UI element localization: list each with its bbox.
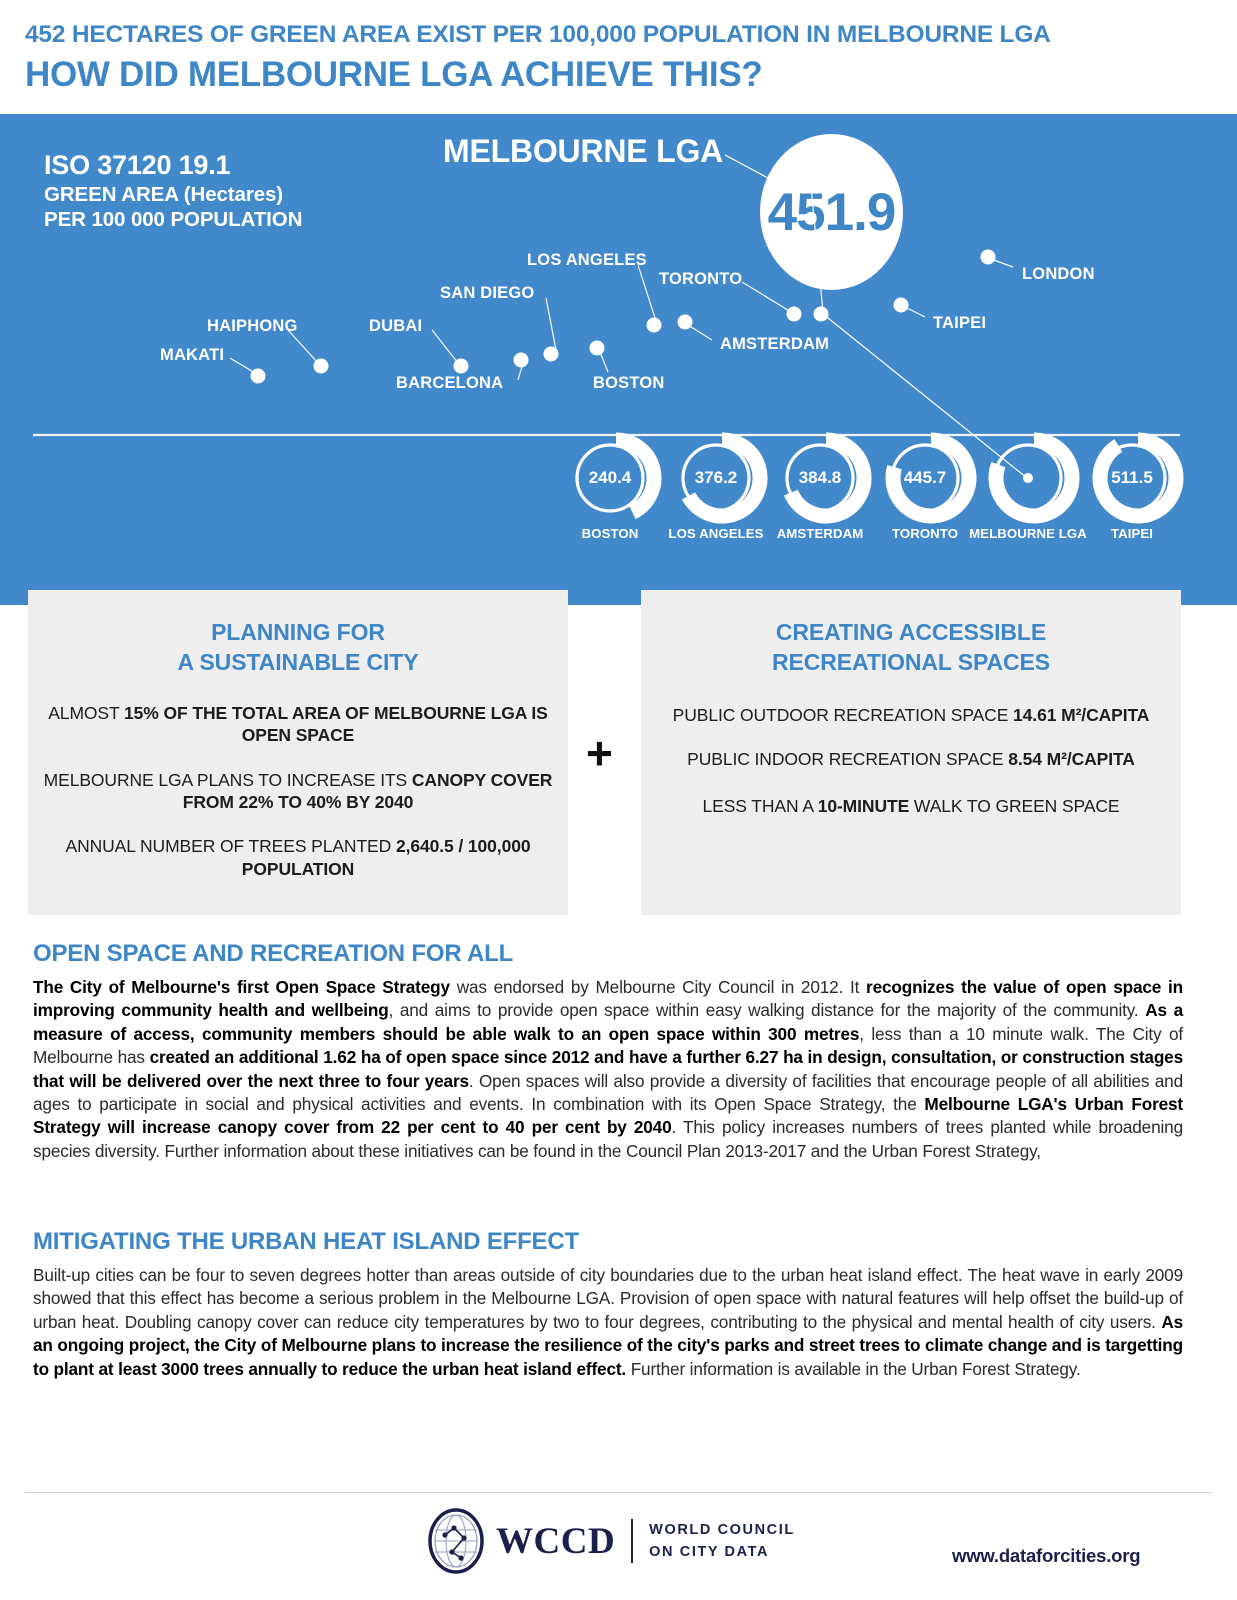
card-b-title-line1: CREATING ACCESSIBLE [775, 619, 1047, 645]
scatter-point-label-taipei: TAIPEI [933, 314, 987, 332]
page-header [25, 22, 1215, 95]
scatter-point-label-amsterdam: AMSTERDAM [720, 335, 830, 353]
globe-icon [428, 1508, 484, 1574]
card-a-title [28, 618, 568, 678]
card-b-fact-2: PUBLIC INDOOR RECREATION SPACE 8.54 M²/CAPITA [687, 749, 1135, 770]
gauge-label-amsterdam: AMSTERDAM [776, 526, 864, 541]
gauge-value-los-angeles: 376.2 [694, 468, 738, 487]
logo-divider [631, 1519, 633, 1563]
website-url[interactable]: www.dataforcities.org [952, 1545, 1141, 1566]
card-a-title-line1: PLANNING FOR [211, 619, 385, 645]
highlight-value: 451.9 [767, 182, 896, 242]
gauge-label-boston: BOSTON [581, 526, 639, 541]
plus-separator: + [586, 727, 613, 779]
scatter-point-label-barcelona: BARCELONA [396, 374, 504, 392]
scatter-point-label-makati: MAKATI [160, 346, 225, 364]
section-open-space [33, 940, 1183, 1163]
gauge-value-boston: 240.4 [588, 468, 632, 487]
page-title: HOW DID MELBOURNE LGA ACHIEVE THIS? [25, 54, 763, 94]
wccd-name-line2: ON CITY DATA [649, 1544, 770, 1560]
wccd-acronym: WCCD [496, 1520, 616, 1562]
scatter-point-label-los-angeles: LOS ANGELES [527, 251, 647, 269]
section-2-heading: MITIGATING THE URBAN HEAT ISLAND EFFECT [33, 1228, 579, 1255]
scatter-point-label-haiphong: HAIPHONG [207, 317, 298, 335]
card-b-fact-3: LESS THAN A 10-MINUTE WALK TO GREEN SPACE [702, 795, 1120, 816]
card-b-fact-1: PUBLIC OUTDOOR RECREATION SPACE 14.61 M²/CAPITA [672, 704, 1150, 725]
gauge-value-amsterdam: 384.8 [798, 468, 842, 487]
wccd-name-line1: WORLD COUNCIL [649, 1521, 795, 1538]
card-planning-sustainable-city [28, 590, 568, 915]
gauge-label-toronto: TORONTO [891, 526, 959, 541]
section-1-body: The City of Melbourne's first Open Space Strategy was endorsed by Melbourne City Council in 2012. It recognizes the value of open space in improving community health and wellbeing, and aims to provide open space within easy walking distance for the majority of the community. As a measure of access, community members should be able walk to an open space within 300 metres, less than a 10 minute walk. The City of Melbourne has created an additional 1.62 ha of open space since 2012 and have a further 6.27 ha in design, consultation, or construction stages that will be delivered over the next three to four years. Open spaces will also provide a diversity of facilities that encourage people of all abilities and ages to participate in social and physical activities and events. In combination with its Open Space Strategy, the Melbourne LGA's Urban Forest Strategy will increase canopy cover from 22 per cent to 40 per cent by 2040. This policy increases numbers of trees planted while broadening species diversity. Further information about these initiatives can be found in the Council Plan 2013-2017 and the Urban Forest Strategy, [33, 977, 1183, 1161]
iso-metric-unit: PER 100 000 POPULATION [44, 208, 303, 232]
gauge-value-toronto: 445.7 [903, 468, 947, 487]
scatter-point-label-boston: BOSTON [593, 374, 665, 392]
section-1-heading: OPEN SPACE AND RECREATION FOR ALL [33, 940, 514, 967]
gauge-value-taipei: 511.5 [1111, 468, 1153, 487]
scatter-point-label-toronto: TORONTO [659, 270, 743, 288]
card-b-title [641, 618, 1181, 678]
scatter-point-label-dubai: DUBAI [369, 317, 423, 335]
chart-panel [0, 114, 1237, 605]
card-b-title-line2: RECREATIONAL SPACES [772, 648, 1050, 675]
card-a-fact-2: MELBOURNE LGA PLANS TO INCREASE ITS CANOPY COVER FROM 22% TO 40% BY 2040 [43, 769, 553, 812]
footer-divider [25, 1492, 1212, 1493]
scatter-point-label-london: LONDON [1022, 265, 1095, 283]
card-a-title-line2: A SUSTAINABLE CITY [177, 648, 419, 675]
highlight-city-label: MELBOURNE LGA [443, 133, 724, 169]
wccd-full-name [649, 1519, 795, 1564]
wccd-logo [428, 1508, 795, 1574]
gauge-label-los-angeles: LOS ANGELES [668, 526, 764, 541]
section-urban-heat [33, 1228, 1183, 1381]
header-subtitle: 452 HECTARES OF GREEN AREA EXIST PER 100,000 POPULATION IN MELBOURNE LGA [25, 21, 1051, 48]
card-a-fact-1: ALMOST 15% OF THE TOTAL AREA OF MELBOURNE LGA IS OPEN SPACE [48, 702, 548, 746]
card-a-fact-3: ANNUAL NUMBER OF TREES PLANTED 2,640.5 / 100,000 POPULATION [65, 836, 531, 879]
gauge-label-melbourne-lga: MELBOURNE LGA [969, 526, 1087, 541]
section-2-body: Built-up cities can be four to seven degrees hotter than areas outside of city boundaries due to the urban heat island effect. The heat wave in early 2009 showed that this effect has become a serious problem in the Melbourne LGA. Provision of open space with natural features will help offset the build-up of urban heat. Doubling canopy cover can reduce city temperatures by two to four degrees, contributing to the physical and mental health of city users. As an ongoing project, the City of Melbourne plans to increase the resilience of the city's parks and street trees to climate change and is targetting to plant at least 3000 trees annually to reduce the urban heat island effect. Further information is available in the Urban Forest Strategy. [33, 1265, 1183, 1379]
iso-metric-name: GREEN AREA (Hectares) [44, 182, 284, 206]
gauge-label-taipei: TAIPEI [1110, 526, 1154, 541]
iso-code: ISO 37120 19.1 [44, 150, 231, 180]
scatter-point-label-san-diego: SAN DIEGO [440, 284, 535, 302]
card-accessible-recreation [641, 590, 1181, 915]
